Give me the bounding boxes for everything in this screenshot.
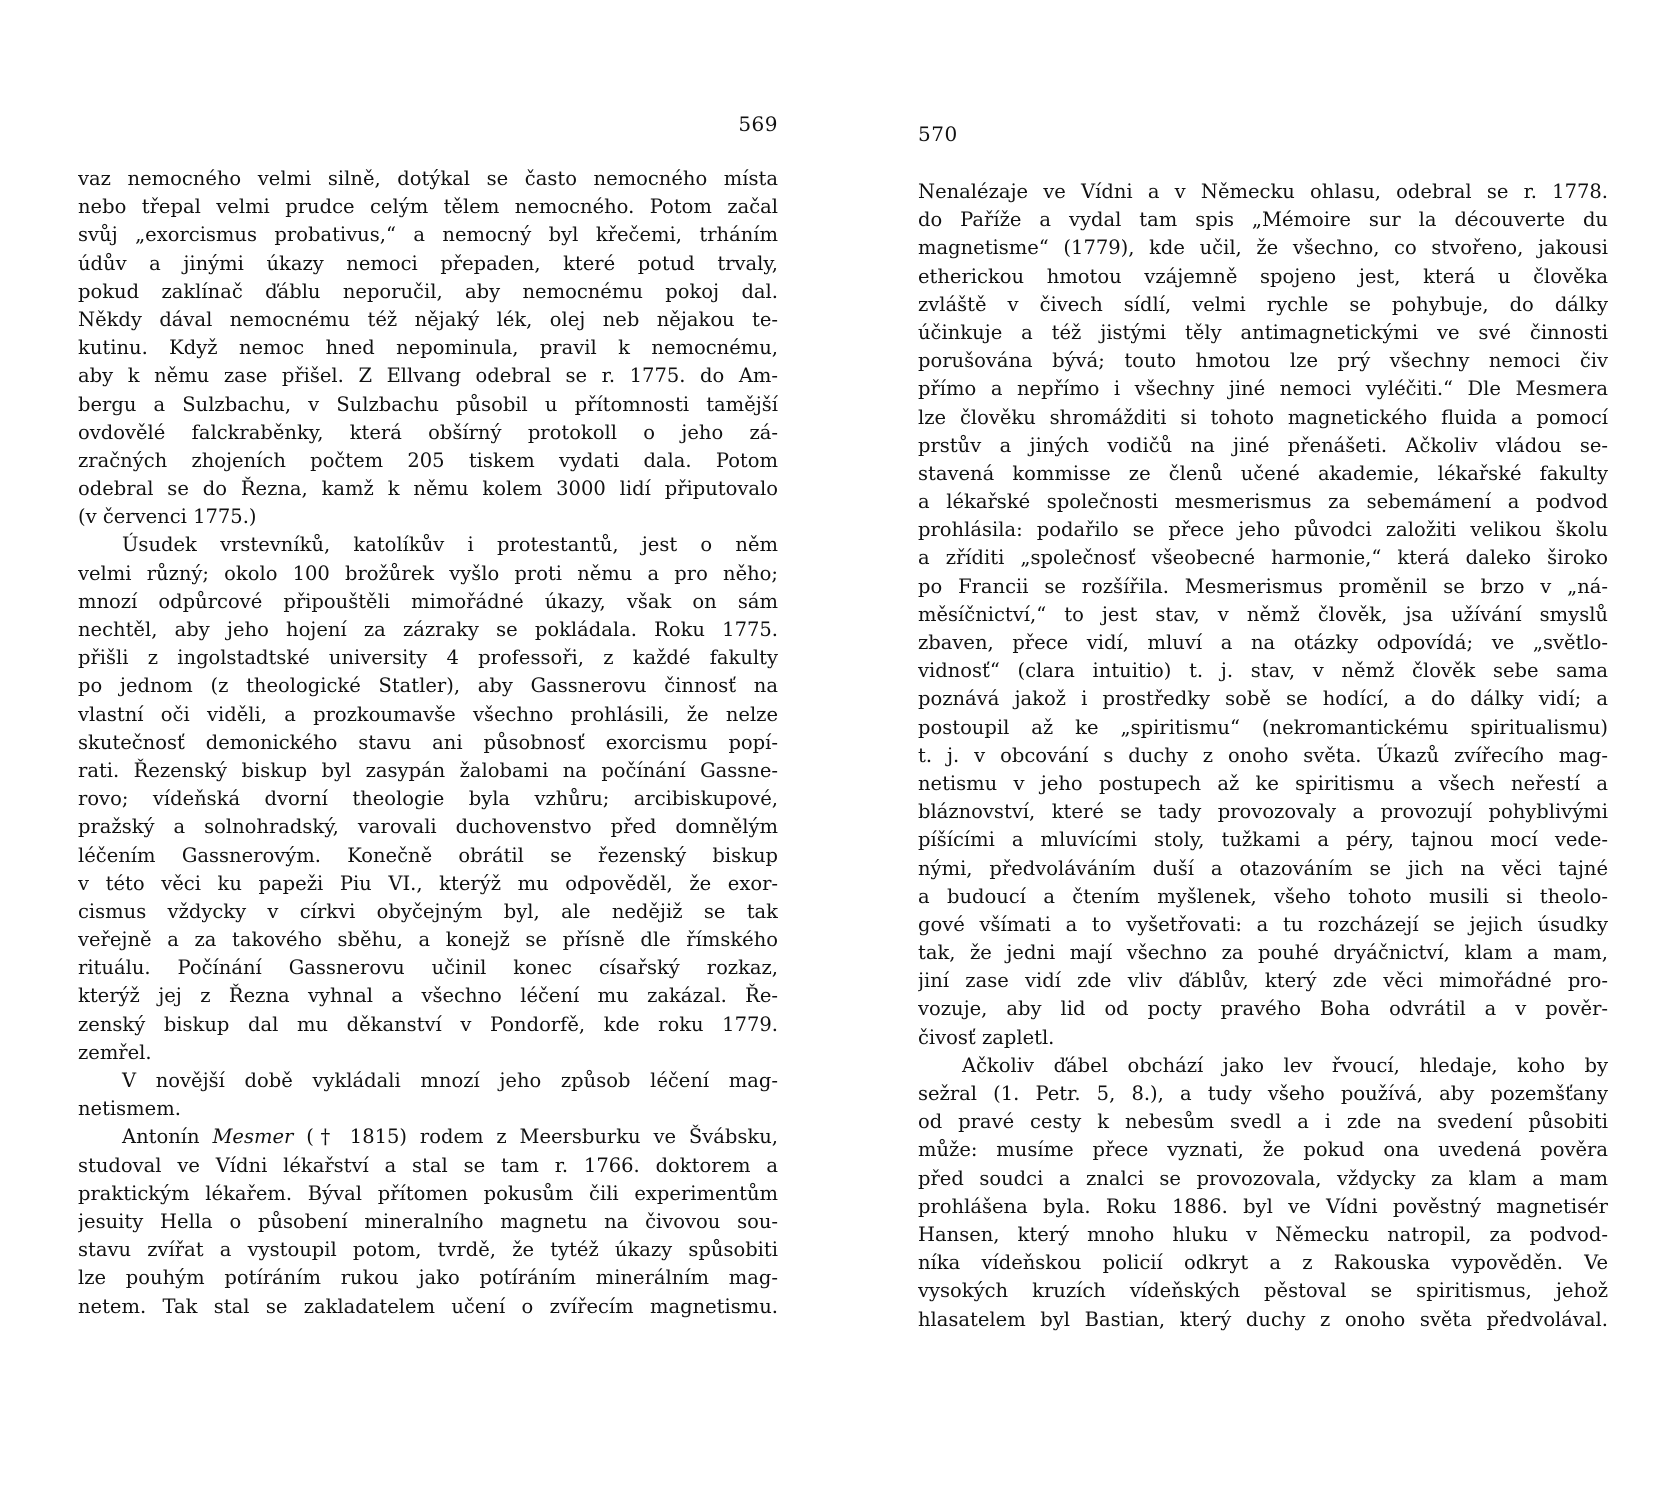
text-line: kutinu. Když nemoc hned nepominula, pravil k nemocnému, xyxy=(78,336,778,360)
text-line: rituálu. Počínání Gassnerovu učinil konec císařský rozkaz, xyxy=(78,956,778,980)
text-line: po jednom (z theologické Statler), aby Gassnerovu činnosť na xyxy=(78,674,778,698)
text-line: velmi různý; okolo 100 brožůrek vyšlo proti němu a pro něho; xyxy=(78,561,778,585)
name-emphasis: Mesmer xyxy=(212,1125,294,1149)
text-line: čivosť zapletl. xyxy=(918,1025,1055,1049)
text-line: postoupil až ke „spiritismu“ (nekromantickému spiritualismu) xyxy=(918,715,1608,739)
text-line: netismem. xyxy=(78,1097,181,1121)
text-line: rati. Řezenský biskup byl zasypán žalobami na počínání Gassne- xyxy=(78,758,778,782)
text-line: porušována bývá; touto hmotou lze prý všechny nemoci čiv xyxy=(918,349,1608,373)
text-line: poznává jakož i prostředky sobě se hodící, a do dálky vidí; a xyxy=(918,687,1608,711)
text-line: léčením Gassnerovým. Konečně obrátil se řezenský biskup xyxy=(78,843,778,867)
right-page-body xyxy=(918,178,1608,1334)
text-line: netismu v jeho postupech až ke spiritismu a všech neřestí a xyxy=(918,771,1608,795)
text-line: kterýž jej z Řezna vyhnal a všechno léčení mu zakázal. Ře- xyxy=(78,984,778,1008)
text-line: níka vídeňskou policií odkryt a z Rakouska vypověděn. Ve xyxy=(918,1251,1608,1275)
text-line: praktickým lékařem. Býval přítomen pokusům čili experimentům xyxy=(78,1181,778,1205)
text-line: hlasatelem byl Bastian, který duchy z onoho světa předvolával. xyxy=(918,1307,1608,1331)
text-line: Antonín Mesmer († 1815) rodem z Meersburku ve Švábsku, xyxy=(122,1125,778,1149)
text-line: vlastní oči viděli, a prozkoumavše všechno prohlásili, že nelze xyxy=(78,702,778,726)
text-line: a lékařské společnosti mesmerismus za sebemámení a podvod xyxy=(918,490,1608,514)
text-line: bláznovství, které se tady provozovaly a provozují pohyblivými xyxy=(918,800,1608,824)
text-line: účinkuje a též jistými těly antimagnetickými ve své činnosti xyxy=(918,320,1608,344)
text-line: zračných zhojeních počtem 205 tiskem vydati dala. Potom xyxy=(78,448,778,472)
right-page-number: 570 xyxy=(918,122,958,146)
text-line: (v červenci 1775.) xyxy=(78,505,257,529)
text-line: vaz nemocného velmi silně, dotýkal se často nemocného místa xyxy=(78,167,778,190)
text-line: nými, předvoláváním duší a otazováním se jich na věci tajné xyxy=(918,856,1608,880)
text-line: rovo; vídeňská dvorní theologie byla vzhůru; arcibiskupové, xyxy=(78,787,778,811)
text-line: zemřel. xyxy=(78,1040,152,1064)
text-line: do Paříže a vydal tam spis „Mémoire sur la découverte du xyxy=(918,208,1608,232)
text-line: Někdy dával nemocnému též nějaký lék, olej neb nějakou te- xyxy=(78,307,778,331)
text-line: veřejně a za takového sběhu, a konejž se přísně dle římského xyxy=(78,928,778,952)
text-line: prstův a jiných vodičů na jiné přenášeti. Ačkoliv vládou se- xyxy=(918,433,1608,457)
text-line: stavu zvířat a vystoupil potom, tvrdě, že tytéž úkazy spůsobiti xyxy=(78,1238,778,1262)
text-line: vysokých kruzích vídeňských pěstoval se spiritismus, jehož xyxy=(918,1279,1608,1303)
text-line: přišli z ingolstadtské university 4 professoři, z každé fakulty xyxy=(78,646,778,670)
text-line: ovdovělé falckraběnky, která obšírný protokoll o jeho zá- xyxy=(78,420,778,444)
text-line: od pravé cesty k nebesům svedl a i zde na svedení působiti xyxy=(918,1110,1608,1134)
text-line: a zříditi „společnosť všeobecné harmonie,“ která daleko široko xyxy=(918,546,1608,570)
text-line: netem. Tak stal se zakladatelem učení o zvířecím magnetismu. xyxy=(78,1294,778,1318)
text-line: měsíčnictví,“ to jest stav, v němž člověk, jsa užívání smyslů xyxy=(918,602,1608,626)
text-line: V novější době vykládali mnozí jeho způsob léčení mag- xyxy=(122,1069,778,1092)
left-page xyxy=(78,0,778,1500)
text-line: vidnosť“ (clara intuitio) t. j. stav, v němž člověk sebe sama xyxy=(918,659,1608,683)
text-line: svůj „exorcismus probativus,“ a nemocný byl křečemi, trháním xyxy=(78,223,778,247)
text-line: zvláště v čivech sídlí, velmi rychle se pohybuje, do dálky xyxy=(918,292,1608,316)
text-line: zbaven, přece vidí, mluví a na otázky odpovídá; ve „světlo- xyxy=(918,631,1608,654)
text-line: odebral se do Řezna, kamž k němu kolem 3000 lidí připutovalo xyxy=(78,477,778,501)
text-line: přímo a nepřímo i všechny jiné nemoci vyléčiti.“ Dle Mesmera xyxy=(918,377,1608,401)
text-line: jiní zase vidí zde vliv ďáblův, který zde věci mimořádné pro- xyxy=(918,969,1608,993)
text-line: může: musíme přece vyznati, že pokud ona uvedená pověra xyxy=(918,1138,1608,1162)
text-line: údův a jinými úkazy nemoci přepaden, které potud trvaly, xyxy=(78,251,778,275)
text-line: nechtěl, aby jeho hojení za zázraky se pokládala. Roku 1775. xyxy=(78,618,778,641)
text-line: pražský a solnohradský, varovali duchovenstvo před domnělým xyxy=(78,815,778,839)
text-line: prohlásila: podařilo se přece jeho původci založiti velikou školu xyxy=(918,518,1608,542)
right-page xyxy=(918,0,1608,1500)
text-line: v této věci ku papeži Piu VI., kterýž mu odpověděl, že exor- xyxy=(78,871,778,895)
text-line: sežral (1. Petr. 5, 8.), a tudy všeho používá, aby pozemšťany xyxy=(918,1082,1608,1105)
text-line: vozuje, aby lid od pocty pravého Boha odvrátil a v pověr- xyxy=(918,997,1608,1021)
text-line: nebo třepal velmi prudce celým tělem nemocného. Potom začal xyxy=(78,195,778,219)
text-line: Nenalézaje ve Vídni a v Německu ohlasu, odebral se r. 1778. xyxy=(918,180,1608,203)
text-line: mnozí odpůrcové připouštěli mimořádné úkazy, však on sám xyxy=(78,589,778,613)
text-line: a budoucí a čtením myšlenek, všeho tohoto musili si theolo- xyxy=(918,884,1608,908)
text-line: píšícími a mluvícími stoly, tužkami a péry, tajnou mocí vede- xyxy=(918,828,1608,852)
text-line: lze člověku shromážditi si tohoto magnetického fluida a pomocí xyxy=(918,405,1608,429)
text-line: Hansen, který mnoho hluku v Německu natropil, za podvod- xyxy=(918,1222,1608,1246)
text-line: bergu a Sulzbachu, v Sulzbachu působil u přítomnosti tamější xyxy=(78,392,778,416)
text-line: pokud zaklínač ďáblu neporučil, aby nemocnému pokoj dal. xyxy=(78,279,778,303)
text-line: Úsudek vrstevníků, katolíkův i protestantů, jest o něm xyxy=(122,533,778,557)
text-line: Ačkoliv ďábel obchází jako lev řvoucí, hledaje, koho by xyxy=(962,1053,1608,1077)
text-line: stavená kommisse ze členů učené akademie, lékařské fakulty xyxy=(918,461,1608,485)
left-page-body xyxy=(78,165,778,1321)
text-line: po Francii se rozšířila. Mesmerismus proměnil se brzo v „ná- xyxy=(918,574,1608,598)
text-line: lze pouhým potíráním rukou jako potíráním minerálním mag- xyxy=(78,1266,778,1290)
text-line: t. j. v obcování s duchy z onoho světa. Úkazů zvířecího mag- xyxy=(918,743,1608,767)
text-line: prohlášena byla. Roku 1886. byl ve Vídni pověstný magnetisér xyxy=(918,1194,1608,1218)
text-line: před soudci a znalci se provozovala, vždycky za klam a mam xyxy=(918,1166,1608,1190)
text-line: gové všímati a to vyšetřovati: a tu rozcházejí se jejich úsudky xyxy=(918,912,1608,936)
text-line: tak, že jedni mají všechno za pouhé dryáčnictví, klam a mam, xyxy=(918,941,1608,965)
text-line: magnetisme“ (1779), kde učil, že všechno, co stvořeno, jakousi xyxy=(918,236,1608,260)
text-line: zenský biskup dal mu děkanství v Pondorfě, kde roku 1779. xyxy=(78,1012,778,1036)
text-line: etherickou hmotou vzájemně spojeno jest, která u člověka xyxy=(918,264,1608,288)
text-line: studoval ve Vídni lékařství a stal se tam r. 1766. doktorem a xyxy=(78,1153,778,1177)
left-page-number: 569 xyxy=(738,112,778,136)
text-line: aby k němu zase přišel. Z Ellvang odebral se r. 1775. do Am- xyxy=(78,364,778,388)
text-line: skutečnosť demonického stavu ani působnosť exorcismu popí- xyxy=(78,730,778,754)
text-line: jesuity Hella o působení mineralního magnetu na čivovou sou- xyxy=(78,1209,778,1233)
text-line: cismus vždycky v církvi obyčejným byl, ale nedějiž se tak xyxy=(78,899,778,923)
